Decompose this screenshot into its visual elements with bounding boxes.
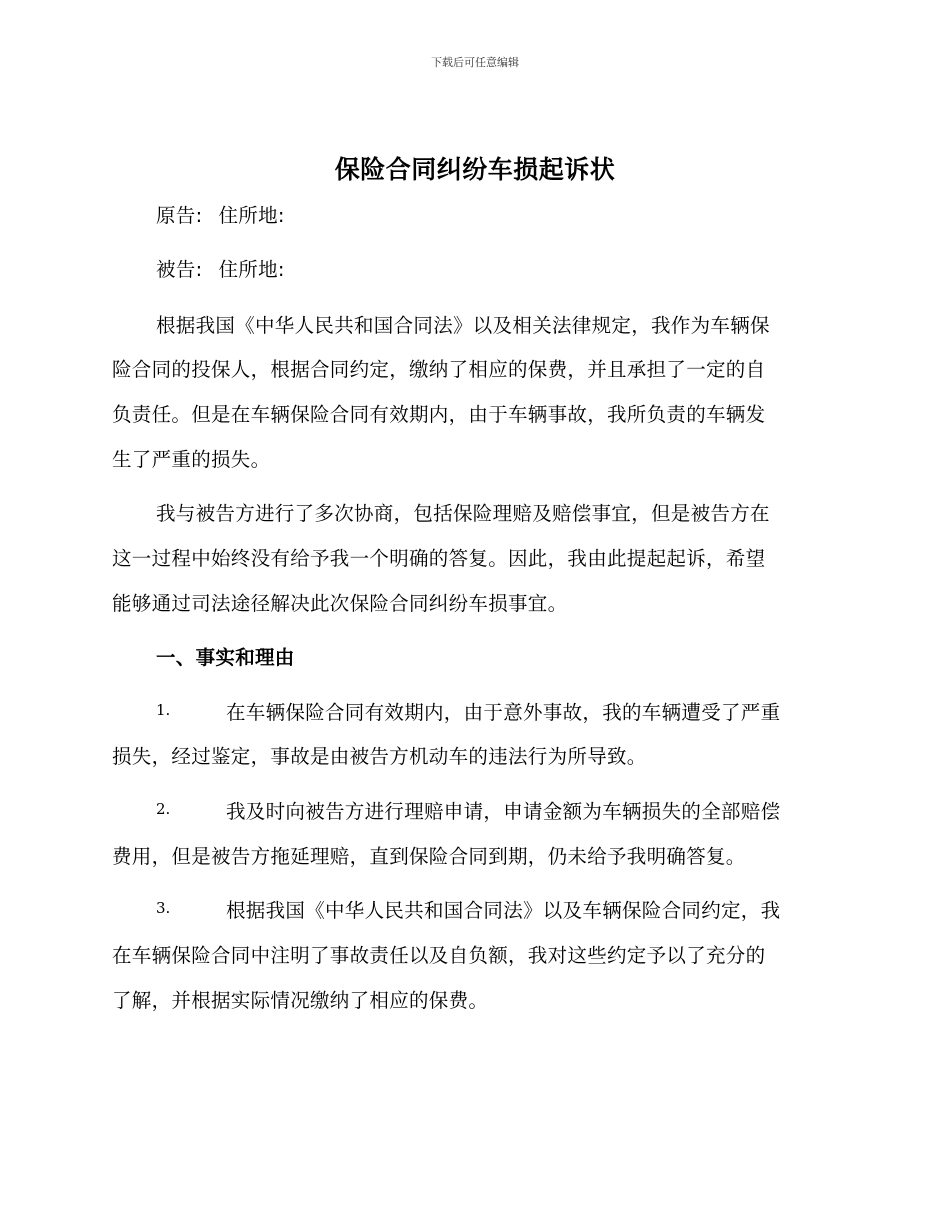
header-note: 下载后可任意编辑	[431, 56, 519, 69]
para2-line: 能够通过司法途径解决此次保险合同纠纷车损事宜。	[112, 592, 568, 615]
item-line: 在车辆保险合同有效期内，由于意外事故，我的车辆遭受了严重	[226, 701, 781, 724]
item-line: 费用，但是被告方拖延理赔，直到保险合同到期，仍未给予我明确答复。	[112, 845, 746, 868]
para1-line: 负责任。但是在车辆保险合同有效期内，由于车辆事故，我所负责的车辆发	[112, 403, 766, 426]
para2-line: 我与被告方进行了多次协商，包括保险理赔及赔偿事宜，但是被告方在	[156, 502, 770, 525]
document-title: 保险合同纠纷车损起诉状	[334, 155, 616, 184]
plaintiff-address-label: 住所地:	[218, 204, 285, 227]
plaintiff-label: 原告:	[156, 204, 203, 227]
para1-line: 根据我国《中华人民共和国合同法》以及相关法律规定，我作为车辆保	[156, 314, 770, 337]
defendant-label: 被告:	[156, 258, 203, 281]
plaintiff-line	[156, 200, 876, 228]
item-line: 了解，并根据实际情况缴纳了相应的保费。	[112, 989, 489, 1012]
para1-line: 险合同的投保人，根据合同约定，缴纳了相应的保费，并且承担了一定的自	[112, 358, 766, 381]
item-line: 损失，经过鉴定，事故是由被告方机动车的违法行为所导致。	[112, 745, 647, 768]
para2-line: 这一过程中始终没有给予我一个明确的答复。因此，我由此提起起诉，希望	[112, 547, 766, 570]
defendant-address-label: 住所地:	[218, 258, 285, 281]
item-number: 3.	[156, 899, 171, 917]
item-line: 根据我国《中华人民共和国合同法》以及车辆保险合同约定，我	[226, 899, 781, 922]
item-number: 2.	[156, 800, 171, 818]
defendant-line	[156, 254, 876, 282]
section-heading: 一、事实和理由	[156, 646, 295, 669]
item-line: 在车辆保险合同中注明了事故责任以及自负额，我对这些约定予以了充分的	[112, 944, 766, 967]
item-line: 我及时向被告方进行理赔申请，申请金额为车辆损失的全部赔偿	[226, 800, 781, 823]
para1-line: 生了严重的损失。	[112, 448, 271, 471]
item-number: 1.	[156, 701, 171, 719]
